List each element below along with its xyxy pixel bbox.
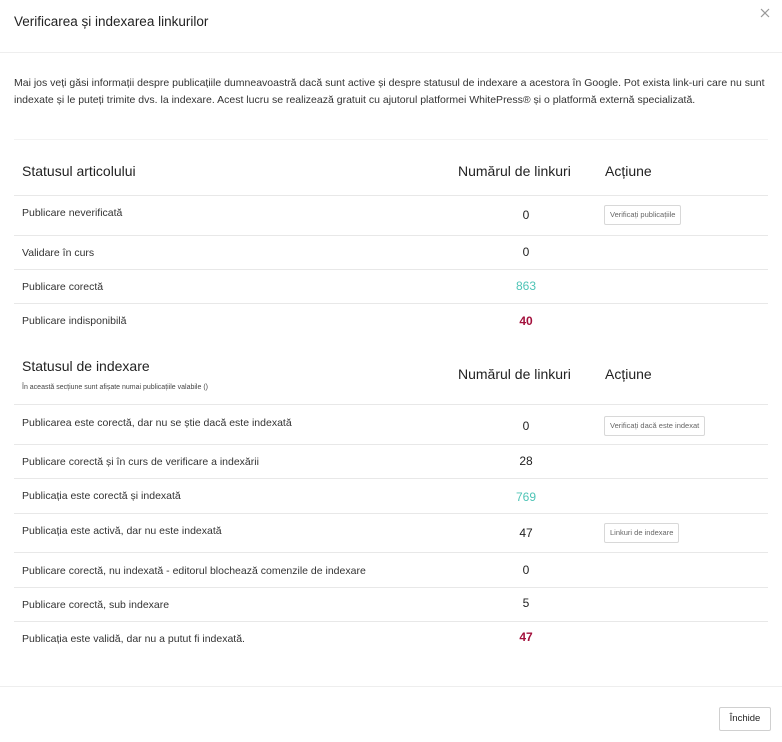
header-divider (0, 52, 782, 53)
table-row-label: Publicare indisponibilă (22, 315, 127, 327)
table-row-label: Publicația este validă, dar nu a putut fi indexată. (22, 633, 245, 645)
table-row-value: 0 (522, 563, 530, 577)
table-row-value: 5 (522, 596, 530, 610)
table-row-value: 28 (519, 454, 533, 468)
close-button[interactable]: Închide (719, 707, 771, 731)
row-divider (14, 621, 768, 622)
row-divider (14, 444, 768, 445)
row-divider (14, 513, 768, 514)
table-row-value: 863 (515, 279, 537, 293)
table-row-value: 47 (519, 526, 533, 540)
row-divider (14, 404, 768, 405)
table-row-value: 0 (522, 419, 530, 433)
table-row-value: 769 (515, 490, 537, 504)
row-divider (14, 269, 768, 270)
close-icon[interactable] (758, 6, 772, 20)
table-row-label: Publicare corectă și în curs de verificare a indexării (22, 456, 259, 468)
table-row-value: 0 (522, 245, 530, 259)
article-status-header: Statusul articolului (22, 163, 136, 179)
index-count-header: Numărul de linkuri (458, 366, 571, 382)
table-row-value: 0 (522, 208, 530, 222)
row-divider (14, 587, 768, 588)
article-count-header: Numărul de linkuri (458, 163, 571, 179)
index-links-button[interactable]: Linkuri de indexare (604, 523, 679, 543)
footer-divider (0, 686, 782, 687)
row-divider (14, 478, 768, 479)
table-row-label: Publicare corectă (22, 281, 104, 293)
intro-text: Mai jos veți găsi informații despre publicațiile dumneavoastră dacă sunt active și despre statusul de indexare a acestora în Google. Pot exista link-uri care nu sunt indexate și le puteți trimite dvs. la indexare. Acest lucru se realizează gratuit cu ajutorul platformei WhitePress® și o platformă externă specializată. (14, 77, 765, 106)
table-row-label: Validare în curs (22, 247, 95, 259)
table-row-label: Publicarea este corectă, dar nu se știe dacă este indexată (22, 417, 292, 429)
row-divider (14, 235, 768, 236)
table-row-label: Publicația este activă, dar nu este indexată (22, 525, 222, 537)
index-status-subheader: În această secțiune sunt afișate numai publicațiile valabile () (22, 384, 208, 391)
index-status-header: Statusul de indexare (22, 358, 150, 374)
row-divider (14, 303, 768, 304)
section-separator (14, 139, 768, 140)
index-action-header: Acțiune (605, 366, 652, 382)
table-row-value: 47 (519, 630, 533, 644)
verify-indexing-button[interactable]: Verificați dacă este indexat (604, 416, 705, 436)
table-row-label: Publicare corectă, sub indexare (22, 599, 170, 611)
modal-title: Verificarea și indexarea linkurilor (14, 14, 209, 29)
article-action-header: Acțiune (605, 163, 652, 179)
table-row-value: 40 (519, 314, 533, 328)
table-row-label: Publicația este corectă și indexată (22, 490, 181, 502)
row-divider (14, 552, 768, 553)
table-row-label: Publicare corectă, nu indexată - editorul blochează comenzile de indexare (22, 565, 366, 577)
verify-publications-button[interactable]: Verificați publicațiile (604, 205, 681, 225)
row-divider (14, 195, 768, 196)
table-row-label: Publicare neverificată (22, 207, 123, 219)
